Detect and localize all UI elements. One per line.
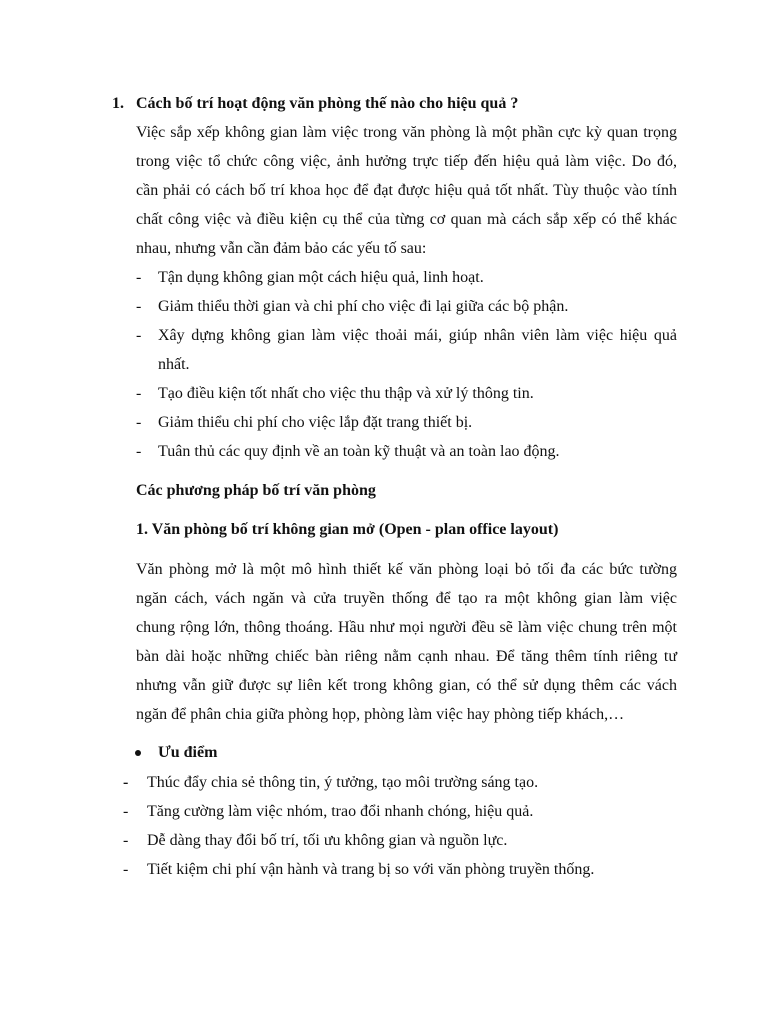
factor-item: Giảm thiểu chi phí cho việc lắp đặt trang thiết bị.: [158, 414, 473, 431]
heading-title: Cách bố trí hoạt động văn phòng thế nào cho hiệu quả ?: [136, 95, 519, 112]
advantage-item: Thúc đẩy chia sẻ thông tin, ý tưởng, tạo môi trường sáng tạo.: [147, 774, 539, 791]
advantages-heading: Ưu điểm: [158, 744, 218, 761]
advantage-item: Tiết kiệm chi phí vận hành và trang bị so với văn phòng truyền thống.: [147, 861, 595, 878]
advantage-item: Tăng cường làm việc nhóm, trao đổi nhanh chóng, hiệu quả.: [147, 803, 534, 820]
intro-line: cần phải có cách bố trí khoa học để đạt được hiệu quả tốt nhất. Tùy thuộc vào tính: [136, 182, 677, 199]
list-dash: -: [136, 269, 142, 286]
intro-line: nhau, nhưng vẫn cần đảm bảo các yếu tố sau:: [136, 240, 427, 257]
factor-item: Tạo điều kiện tốt nhất cho việc thu thập và xử lý thông tin.: [158, 385, 534, 402]
methods-heading: Các phương pháp bố trí văn phòng: [136, 482, 376, 499]
list-dash: -: [123, 861, 129, 878]
factor-item: Tận dụng không gian một cách hiệu quả, linh hoạt.: [158, 269, 484, 286]
factor-item-continued: nhất.: [158, 356, 190, 373]
list-dash: -: [123, 774, 129, 791]
list-dash: -: [136, 443, 142, 460]
open-plan-line: Văn phòng mở là một mô hình thiết kế văn phòng loại bỏ tối đa các bức tường: [136, 561, 677, 578]
list-dash: -: [136, 414, 142, 431]
open-plan-line: ngăn để phân chia giữa phòng họp, phòng làm việc hay phòng tiếp khách,…: [136, 706, 625, 723]
advantage-item: Dễ dàng thay đổi bố trí, tối ưu không gian và nguồn lực.: [147, 832, 508, 849]
list-dash: -: [136, 327, 142, 344]
open-plan-line: ngăn cách, vách ngăn và cửa truyền thống để tạo ra một không gian làm việc: [136, 590, 677, 607]
open-plan-line: bàn dài hoặc những chiếc bàn riêng nằm cạnh nhau. Để tăng thêm tính riêng tư: [136, 648, 677, 665]
factor-item: Giảm thiểu thời gian và chi phí cho việc đi lại giữa các bộ phận.: [158, 298, 569, 315]
intro-line: chất công việc và điều kiện cụ thể của từng cơ quan mà cách sắp xếp có thể khác: [136, 211, 677, 228]
open-plan-heading: 1. Văn phòng bố trí không gian mở (Open - plan office layout): [136, 521, 559, 538]
bullet-icon: [135, 750, 141, 756]
open-plan-line: chung rộng lớn, thông thoáng. Hầu như mọi người đều sẽ làm việc chung trên một: [136, 619, 677, 636]
list-dash: -: [123, 832, 129, 849]
factor-item: Tuân thủ các quy định về an toàn kỹ thuật và an toàn lao động.: [158, 443, 560, 460]
heading-number: 1.: [112, 95, 124, 112]
intro-line: Việc sắp xếp không gian làm việc trong văn phòng là một phần cực kỳ quan trọng: [136, 124, 677, 141]
open-plan-line: nhưng vẫn giữ được sự liên kết trong không gian, có thể sử dụng thêm các vách: [136, 677, 677, 694]
list-dash: -: [136, 385, 142, 402]
factor-item: Xây dựng không gian làm việc thoải mái, giúp nhân viên làm việc hiệu quả: [158, 327, 677, 344]
list-dash: -: [123, 803, 129, 820]
intro-line: trong việc tổ chức công việc, ảnh hưởng trực tiếp đến hiệu quả làm việc. Do đó,: [136, 153, 677, 170]
list-dash: -: [136, 298, 142, 315]
